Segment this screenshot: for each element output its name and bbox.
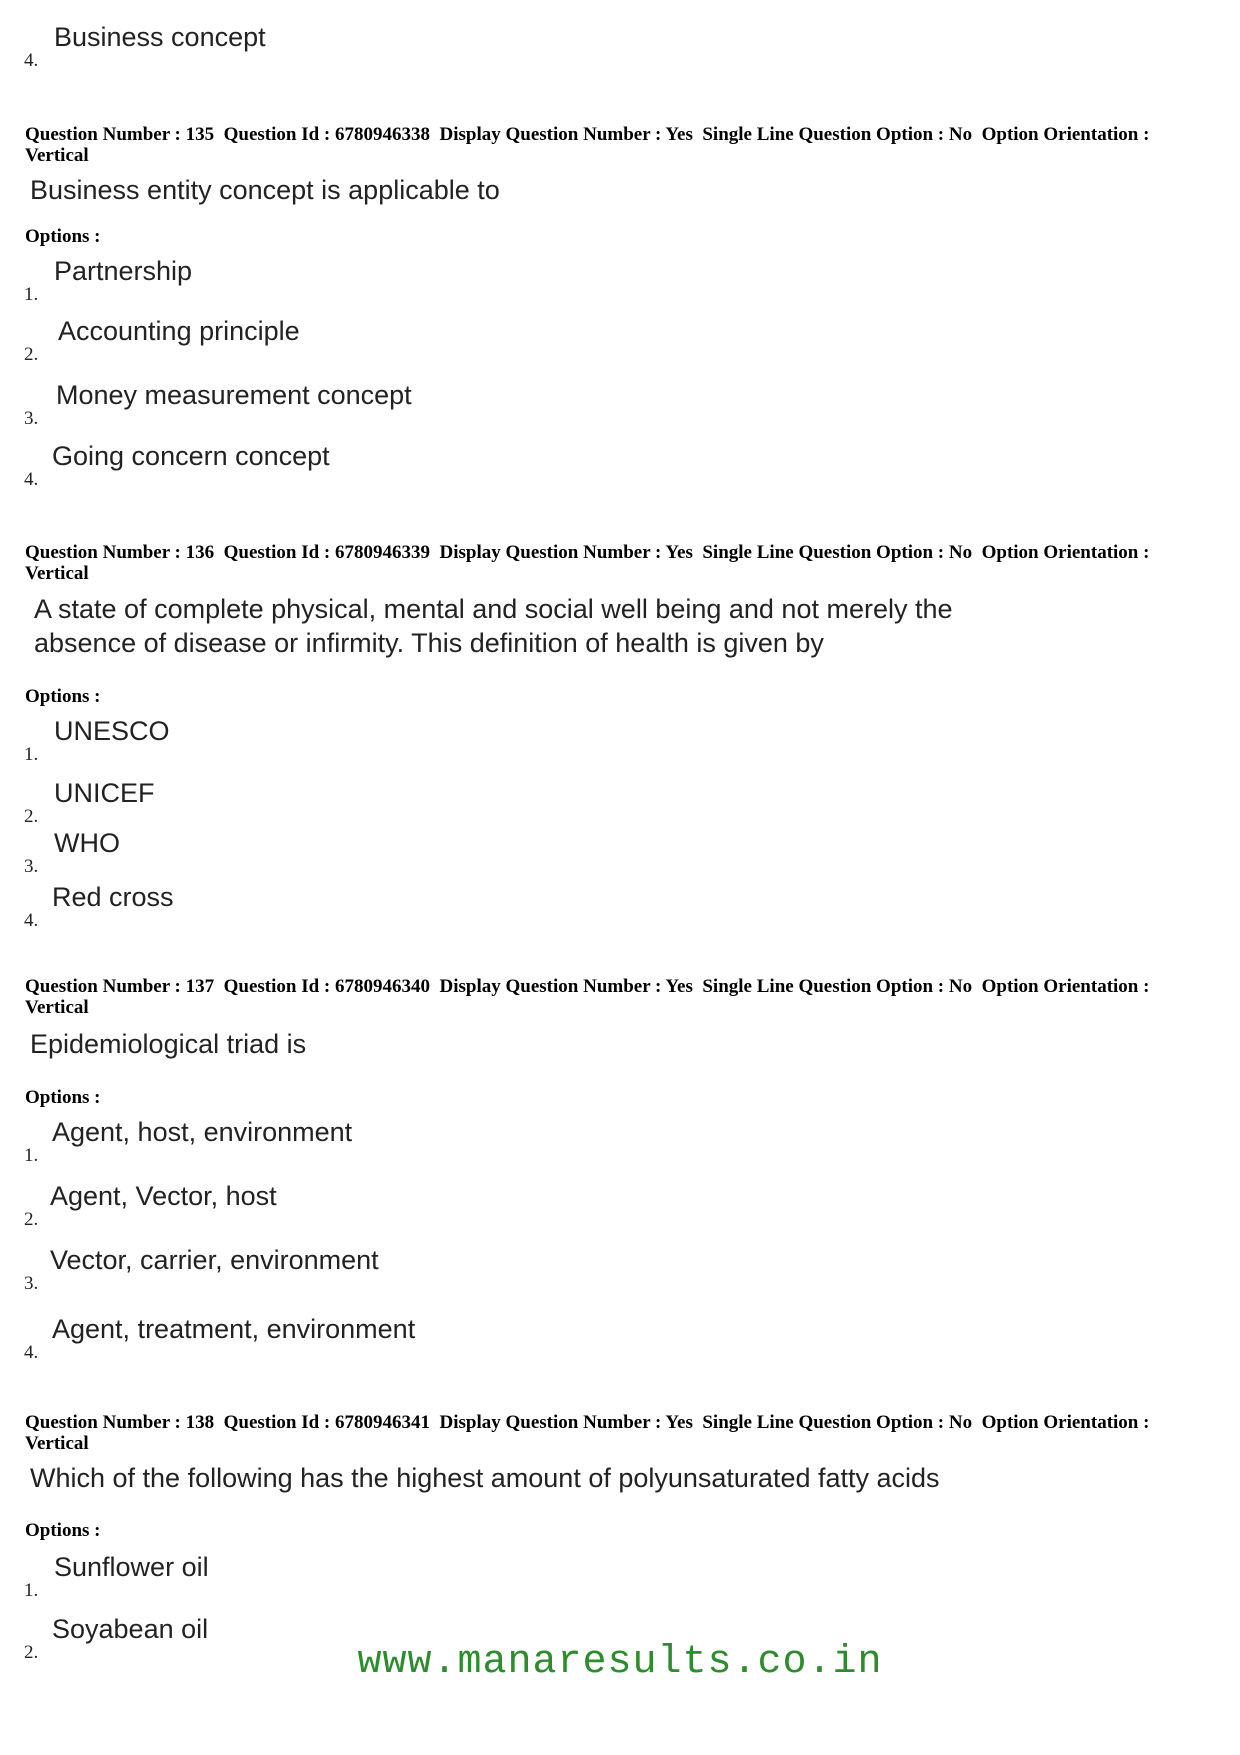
option-number: 1. [24, 1145, 39, 1166]
option-number: 4. [24, 50, 39, 71]
option-text: UNESCO [54, 716, 170, 746]
option-number: 2. [24, 1209, 39, 1230]
options-label-137: Options : [25, 1087, 101, 1108]
question-text-136-line2: absence of disease or infirmity. This definition of health is given by [34, 628, 824, 658]
question-header-138: Question Number : 138 Question Id : 6780946341 Display Question Number : Yes Single Line Question Option : No Option Orientation : Vertical [25, 1412, 1154, 1454]
option-text: Red cross [52, 882, 174, 912]
question-text-137: Epidemiological triad is [30, 1029, 307, 1059]
option-text: WHO [54, 828, 120, 858]
question-text-136-line1: A state of complete physical, mental and social well being and not merely the [34, 594, 953, 624]
option-number: 4. [24, 1342, 39, 1363]
option-text: Vector, carrier, environment [50, 1245, 379, 1275]
option-text: Agent, host, environment [52, 1117, 353, 1147]
option-text: Going concern concept [52, 441, 330, 471]
options-label-136: Options : [25, 686, 101, 707]
option-number: 4. [24, 469, 39, 490]
option-number: 4. [24, 910, 39, 931]
website-watermark: www.manaresults.co.in [357, 1640, 883, 1685]
option-number: 2. [24, 344, 39, 365]
option-text: Money measurement concept [56, 380, 412, 410]
options-label-135: Options : [25, 226, 101, 247]
option-number: 2. [24, 1642, 39, 1663]
option-text: Partnership [54, 256, 193, 286]
option-text: Soyabean oil [52, 1614, 209, 1644]
option-text: Sunflower oil [54, 1552, 209, 1582]
question-text-135: Business entity concept is applicable to [30, 175, 500, 205]
option-text: Accounting principle [58, 316, 300, 346]
option-text: Agent, treatment, environment [52, 1314, 416, 1344]
options-label-138: Options : [25, 1520, 101, 1541]
option-number: 1. [24, 744, 39, 765]
option-number: 3. [24, 408, 39, 429]
question-header-135: Question Number : 135 Question Id : 6780946338 Display Question Number : Yes Single Line Question Option : No Option Orientation : Vertical [25, 124, 1154, 166]
option-number: 1. [24, 1580, 39, 1601]
question-header-136: Question Number : 136 Question Id : 6780946339 Display Question Number : Yes Single Line Question Option : No Option Orientation : Vertical [25, 542, 1154, 584]
option-number: 3. [24, 856, 39, 877]
question-header-137: Question Number : 137 Question Id : 6780946340 Display Question Number : Yes Single Line Question Option : No Option Orientation : Vertical [25, 976, 1154, 1018]
option-number: 2. [24, 806, 39, 827]
question-text-138: Which of the following has the highest amount of polyunsaturated fatty acids [30, 1463, 940, 1493]
option-text: UNICEF [54, 778, 155, 808]
option-number: 3. [24, 1273, 39, 1294]
option-text: Agent, Vector, host [50, 1181, 277, 1211]
option-number: 1. [24, 284, 39, 305]
option-text: Business concept [54, 22, 266, 52]
